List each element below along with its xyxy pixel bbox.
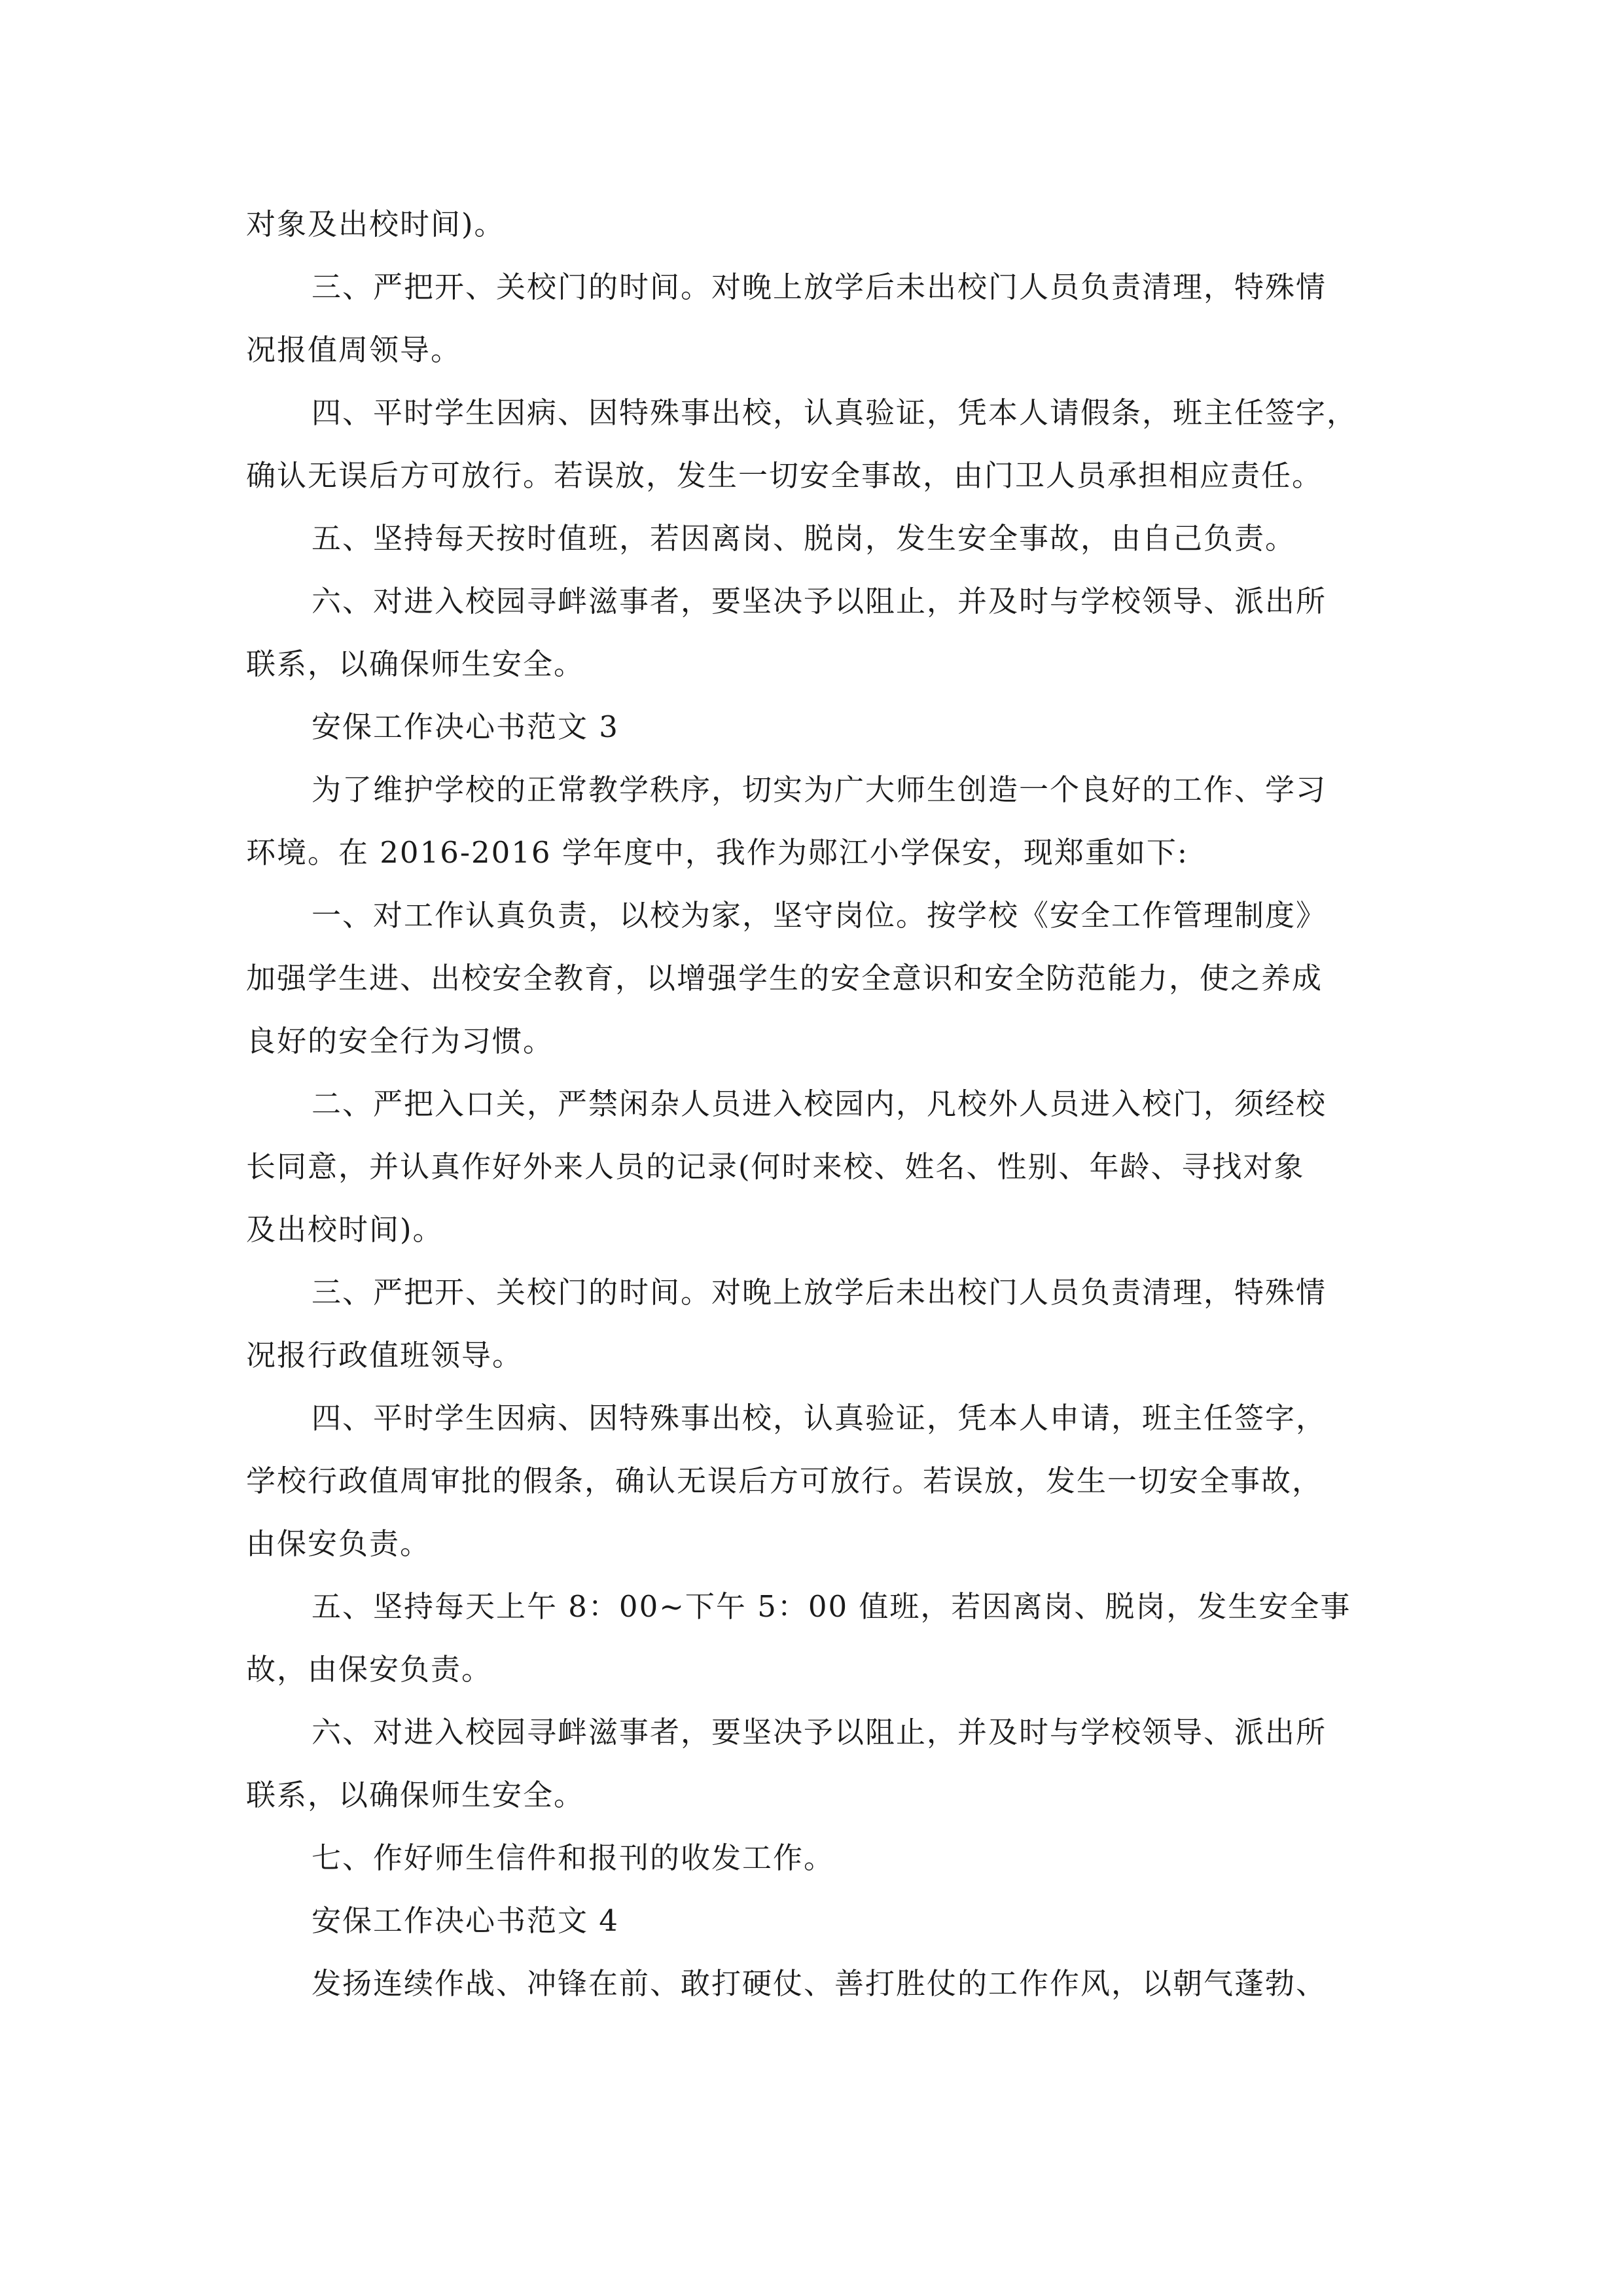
text-line: 学校行政值周审批的假条，确认无误后方可放行。若误放，发生一切安全事故， bbox=[246, 1463, 1323, 1498]
paragraph bbox=[246, 1575, 1398, 1701]
text-line: 三、严把开、关校门的时间。对晚上放学后未出校门人员负责清理，特殊情 bbox=[312, 1275, 1327, 1310]
paragraph bbox=[246, 1073, 1398, 1261]
paragraph bbox=[246, 1261, 1398, 1387]
text-line: 六、对进入校园寻衅滋事者，要坚决予以阻止，并及时与学校领导、派出所 bbox=[312, 1715, 1327, 1749]
paragraph bbox=[246, 570, 1398, 696]
text-line: 一、对工作认真负责，以校为家，坚守岗位。按学校《安全工作管理制度》 bbox=[312, 898, 1327, 933]
text-line: 对象及出校时间)。 bbox=[246, 207, 505, 242]
paragraph bbox=[246, 507, 1398, 570]
text-line: 安保工作决心书范文 4 bbox=[312, 1903, 619, 1938]
text-line: 四、平时学生因病、因特殊事出校，认真验证，凭本人申请，班主任签字， bbox=[312, 1401, 1327, 1435]
text-line: 况报行政值班领导。 bbox=[246, 1338, 524, 1372]
text-line: 及出校时间)。 bbox=[246, 1212, 444, 1247]
paragraph bbox=[246, 1952, 1398, 2015]
text-line: 四、平时学生因病、因特殊事出校，认真验证，凭本人请假条，班主任签字， bbox=[312, 395, 1358, 430]
text-line: 况报值周领导。 bbox=[246, 332, 462, 367]
paragraph bbox=[246, 1827, 1398, 1890]
text-line: 七、作好师生信件和报刊的收发工作。 bbox=[312, 1840, 835, 1875]
text-line: 联系，以确保师生安全。 bbox=[246, 647, 585, 681]
paragraph bbox=[246, 256, 1398, 382]
paragraph bbox=[246, 193, 1398, 256]
text-line: 三、严把开、关校门的时间。对晚上放学后未出校门人员负责清理，特殊情 bbox=[312, 270, 1327, 304]
text-line: 由保安负责。 bbox=[246, 1526, 431, 1561]
text-line: 二、严把入口关，严禁闲杂人员进入校园内，凡校外人员进入校门，须经校 bbox=[312, 1086, 1327, 1121]
text-line: 环境。在 2016-2016 学年度中，我作为郧江小学保安，现郑重如下: bbox=[246, 835, 1189, 870]
text-line: 发扬连续作战、冲锋在前、敢打硬仗、善打胜仗的工作作风，以朝气蓬勃、 bbox=[312, 1966, 1327, 2001]
text-line: 六、对进入校园寻衅滋事者，要坚决予以阻止，并及时与学校领导、派出所 bbox=[312, 584, 1327, 619]
text-line: 故，由保安负责。 bbox=[246, 1652, 493, 1687]
paragraph bbox=[246, 696, 1398, 759]
paragraph bbox=[246, 759, 1398, 884]
text-line: 良好的安全行为习惯。 bbox=[246, 1024, 554, 1058]
text-line: 安保工作决心书范文 3 bbox=[312, 709, 619, 744]
text-line: 为了维护学校的正常教学秩序，切实为广大师生创造一个良好的工作、学习 bbox=[312, 772, 1327, 807]
text-line: 确认无误后方可放行。若误放，发生一切安全事故，由门卫人员承担相应责任。 bbox=[246, 458, 1323, 493]
paragraph bbox=[246, 1701, 1398, 1827]
paragraph bbox=[246, 382, 1398, 507]
paragraph bbox=[246, 884, 1398, 1073]
text-line: 加强学生进、出校安全教育，以增强学生的安全意识和安全防范能力，使之养成 bbox=[246, 961, 1323, 996]
paragraph bbox=[246, 1890, 1398, 1952]
text-line: 联系，以确保师生安全。 bbox=[246, 1778, 585, 1812]
document-page bbox=[246, 193, 1398, 2015]
paragraph bbox=[246, 1387, 1398, 1575]
text-line: 长同意，并认真作好外来人员的记录(何时来校、姓名、性别、年龄、寻找对象 bbox=[246, 1149, 1305, 1184]
text-line: 五、坚持每天按时值班，若因离岗、脱岗，发生安全事故，由自己负责。 bbox=[312, 521, 1296, 556]
text-line: 五、坚持每天上午 8：00~下午 5：00 值班，若因离岗、脱岗，发生安全事 bbox=[312, 1589, 1351, 1624]
